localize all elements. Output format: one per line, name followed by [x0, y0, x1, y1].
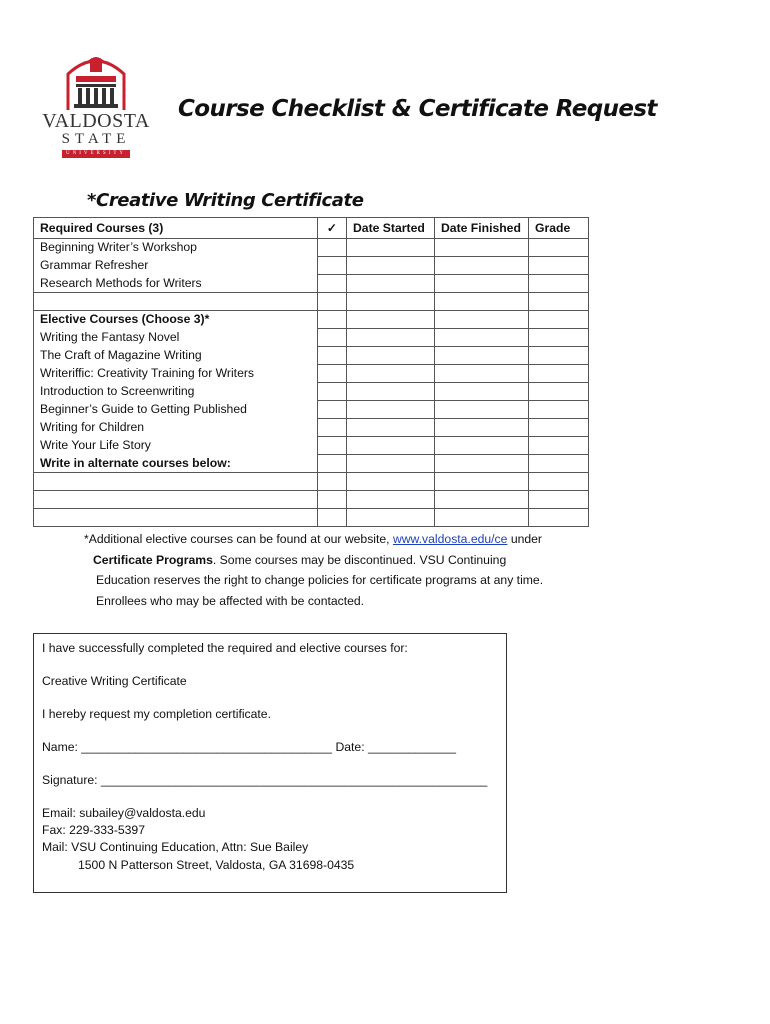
table-row [34, 455, 589, 473]
certificate-title: *Creative Writing Certificate [87, 190, 364, 211]
table-row [34, 293, 589, 311]
grade-cell[interactable] [529, 401, 589, 419]
course-name: Writing for Children [34, 419, 318, 437]
check-cell[interactable] [318, 347, 347, 365]
date-finished-cell[interactable] [435, 419, 529, 437]
date-started-cell[interactable] [347, 491, 435, 509]
date-started-cell[interactable] [347, 275, 435, 293]
date-started-cell[interactable] [347, 239, 435, 257]
course-name: Beginning Writer’s Workshop [34, 239, 318, 257]
grade-cell[interactable] [529, 365, 589, 383]
grade-cell[interactable] [529, 239, 589, 257]
date-finished-cell[interactable] [435, 347, 529, 365]
date-finished-cell[interactable] [435, 383, 529, 401]
check-cell[interactable] [318, 473, 347, 491]
check-cell[interactable] [318, 491, 347, 509]
course-name: Write Your Life Story [34, 437, 318, 455]
completed-statement: I have successfully completed the required and elective courses for: [42, 641, 408, 655]
course-name: The Craft of Magazine Writing [34, 347, 318, 365]
date-started-cell[interactable] [347, 401, 435, 419]
elective-note [84, 529, 644, 611]
date-finished-cell[interactable] [435, 329, 529, 347]
table-row [34, 383, 589, 401]
course-name: Writing the Fantasy Novel [34, 329, 318, 347]
grade-cell[interactable] [529, 437, 589, 455]
table-row [34, 239, 589, 257]
date-started-cell[interactable] [347, 419, 435, 437]
note-line-1: *Additional elective courses can be found at our website, www.valdosta.edu/ce under [84, 532, 542, 546]
course-name: Introduction to Screenwriting [34, 383, 318, 401]
check-cell[interactable] [318, 419, 347, 437]
check-cell[interactable] [318, 275, 347, 293]
date-started-cell[interactable] [347, 347, 435, 365]
date-finished-cell[interactable] [435, 491, 529, 509]
date-started-cell[interactable] [347, 437, 435, 455]
date-started-cell[interactable] [347, 329, 435, 347]
date-started-cell[interactable] [347, 257, 435, 275]
date-started-cell[interactable] [347, 383, 435, 401]
building-emblem-icon [38, 50, 154, 112]
course-name: Beginner’s Guide to Getting Published [34, 401, 318, 419]
logo-word-valdosta: VALDOSTA [42, 110, 150, 132]
valdosta-state-logo [38, 50, 154, 162]
header-grade: Grade [529, 218, 589, 239]
grade-cell[interactable] [529, 509, 589, 527]
contact-email: Email: subailey@valdosta.edu [42, 806, 206, 820]
check-cell[interactable] [318, 401, 347, 419]
header-date-started: Date Started [347, 218, 435, 239]
table-row [34, 491, 589, 509]
check-cell[interactable] [318, 239, 347, 257]
date-started-cell[interactable] [347, 293, 435, 311]
grade-cell[interactable] [529, 491, 589, 509]
certificate-name: Creative Writing Certificate [42, 674, 187, 688]
table-row [34, 257, 589, 275]
date-finished-cell[interactable] [435, 509, 529, 527]
date-finished-cell[interactable] [435, 311, 529, 329]
grade-cell[interactable] [529, 329, 589, 347]
grade-cell[interactable] [529, 293, 589, 311]
check-cell[interactable] [318, 455, 347, 473]
check-cell[interactable] [318, 257, 347, 275]
date-finished-cell[interactable] [435, 257, 529, 275]
website-link[interactable]: www.valdosta.edu/ce [392, 532, 508, 546]
table-row [34, 311, 589, 329]
table-row [34, 473, 589, 491]
course-name: Elective Courses (Choose 3)* [34, 311, 318, 329]
logo-word-state: STATE [61, 131, 131, 147]
check-cell[interactable] [318, 329, 347, 347]
contact-address: 1500 N Patterson Street, Valdosta, GA 31698-0435 [78, 858, 355, 872]
date-started-cell[interactable] [347, 509, 435, 527]
request-statement: I hereby request my completion certificate. [42, 707, 271, 721]
grade-cell[interactable] [529, 455, 589, 473]
blank-course-cell[interactable] [34, 473, 318, 491]
note-line-2: Certificate Programs. Some courses may be discontinued. VSU Continuing [93, 552, 507, 567]
table-row [34, 365, 589, 383]
contact-fax: Fax: 229-333-5397 [42, 823, 145, 837]
table-row [34, 347, 589, 365]
grade-cell[interactable] [529, 473, 589, 491]
date-finished-cell[interactable] [435, 239, 529, 257]
course-checklist-table [33, 217, 589, 527]
note-line-4: Enrollees who may be affected with be contacted. [96, 593, 365, 608]
date-started-cell[interactable] [347, 455, 435, 473]
check-cell[interactable] [318, 437, 347, 455]
table-row [34, 401, 589, 419]
table-row [34, 275, 589, 293]
header-check-icon: ✓ [318, 218, 347, 239]
header-date-finished: Date Finished [435, 218, 529, 239]
course-name: Write in alternate courses below: [34, 455, 318, 473]
date-finished-cell[interactable] [435, 473, 529, 491]
table-row [34, 509, 589, 527]
blank-course-cell[interactable] [34, 509, 318, 527]
table-row [34, 437, 589, 455]
logo-word-university: UNIVERSITY [62, 150, 130, 158]
certificate-request-box [33, 633, 507, 893]
note-line-3: Education reserves the right to change policies for certificate programs at any time. [96, 573, 544, 587]
grade-cell[interactable] [529, 311, 589, 329]
check-cell[interactable] [318, 311, 347, 329]
date-finished-cell[interactable] [435, 275, 529, 293]
name-date-field[interactable]: Name: _____________________________________ Date: _____________ [42, 740, 457, 754]
course-name: Grammar Refresher [34, 257, 318, 275]
grade-cell[interactable] [529, 275, 589, 293]
date-finished-cell[interactable] [435, 455, 529, 473]
course-name: Research Methods for Writers [34, 275, 318, 293]
table-row [34, 419, 589, 437]
blank-course-cell[interactable] [34, 293, 318, 311]
signature-field[interactable]: Signature: _________________________________________________________ [42, 773, 488, 787]
grade-cell[interactable] [529, 347, 589, 365]
date-finished-cell[interactable] [435, 401, 529, 419]
header-required-courses: Required Courses (3) [34, 218, 318, 239]
check-cell[interactable] [318, 509, 347, 527]
course-name: Writeriffic: Creativity Training for Writers [34, 365, 318, 383]
blank-course-cell[interactable] [34, 491, 318, 509]
check-cell[interactable] [318, 383, 347, 401]
page-title: Course Checklist & Certificate Request [178, 96, 657, 122]
date-started-cell[interactable] [347, 365, 435, 383]
date-finished-cell[interactable] [435, 437, 529, 455]
table-header-row [34, 218, 589, 239]
date-finished-cell[interactable] [435, 365, 529, 383]
date-finished-cell[interactable] [435, 293, 529, 311]
grade-cell[interactable] [529, 257, 589, 275]
table-row [34, 329, 589, 347]
date-started-cell[interactable] [347, 311, 435, 329]
check-cell[interactable] [318, 293, 347, 311]
contact-mail: Mail: VSU Continuing Education, Attn: Sue Bailey [42, 840, 309, 854]
check-cell[interactable] [318, 365, 347, 383]
grade-cell[interactable] [529, 383, 589, 401]
date-started-cell[interactable] [347, 473, 435, 491]
grade-cell[interactable] [529, 419, 589, 437]
